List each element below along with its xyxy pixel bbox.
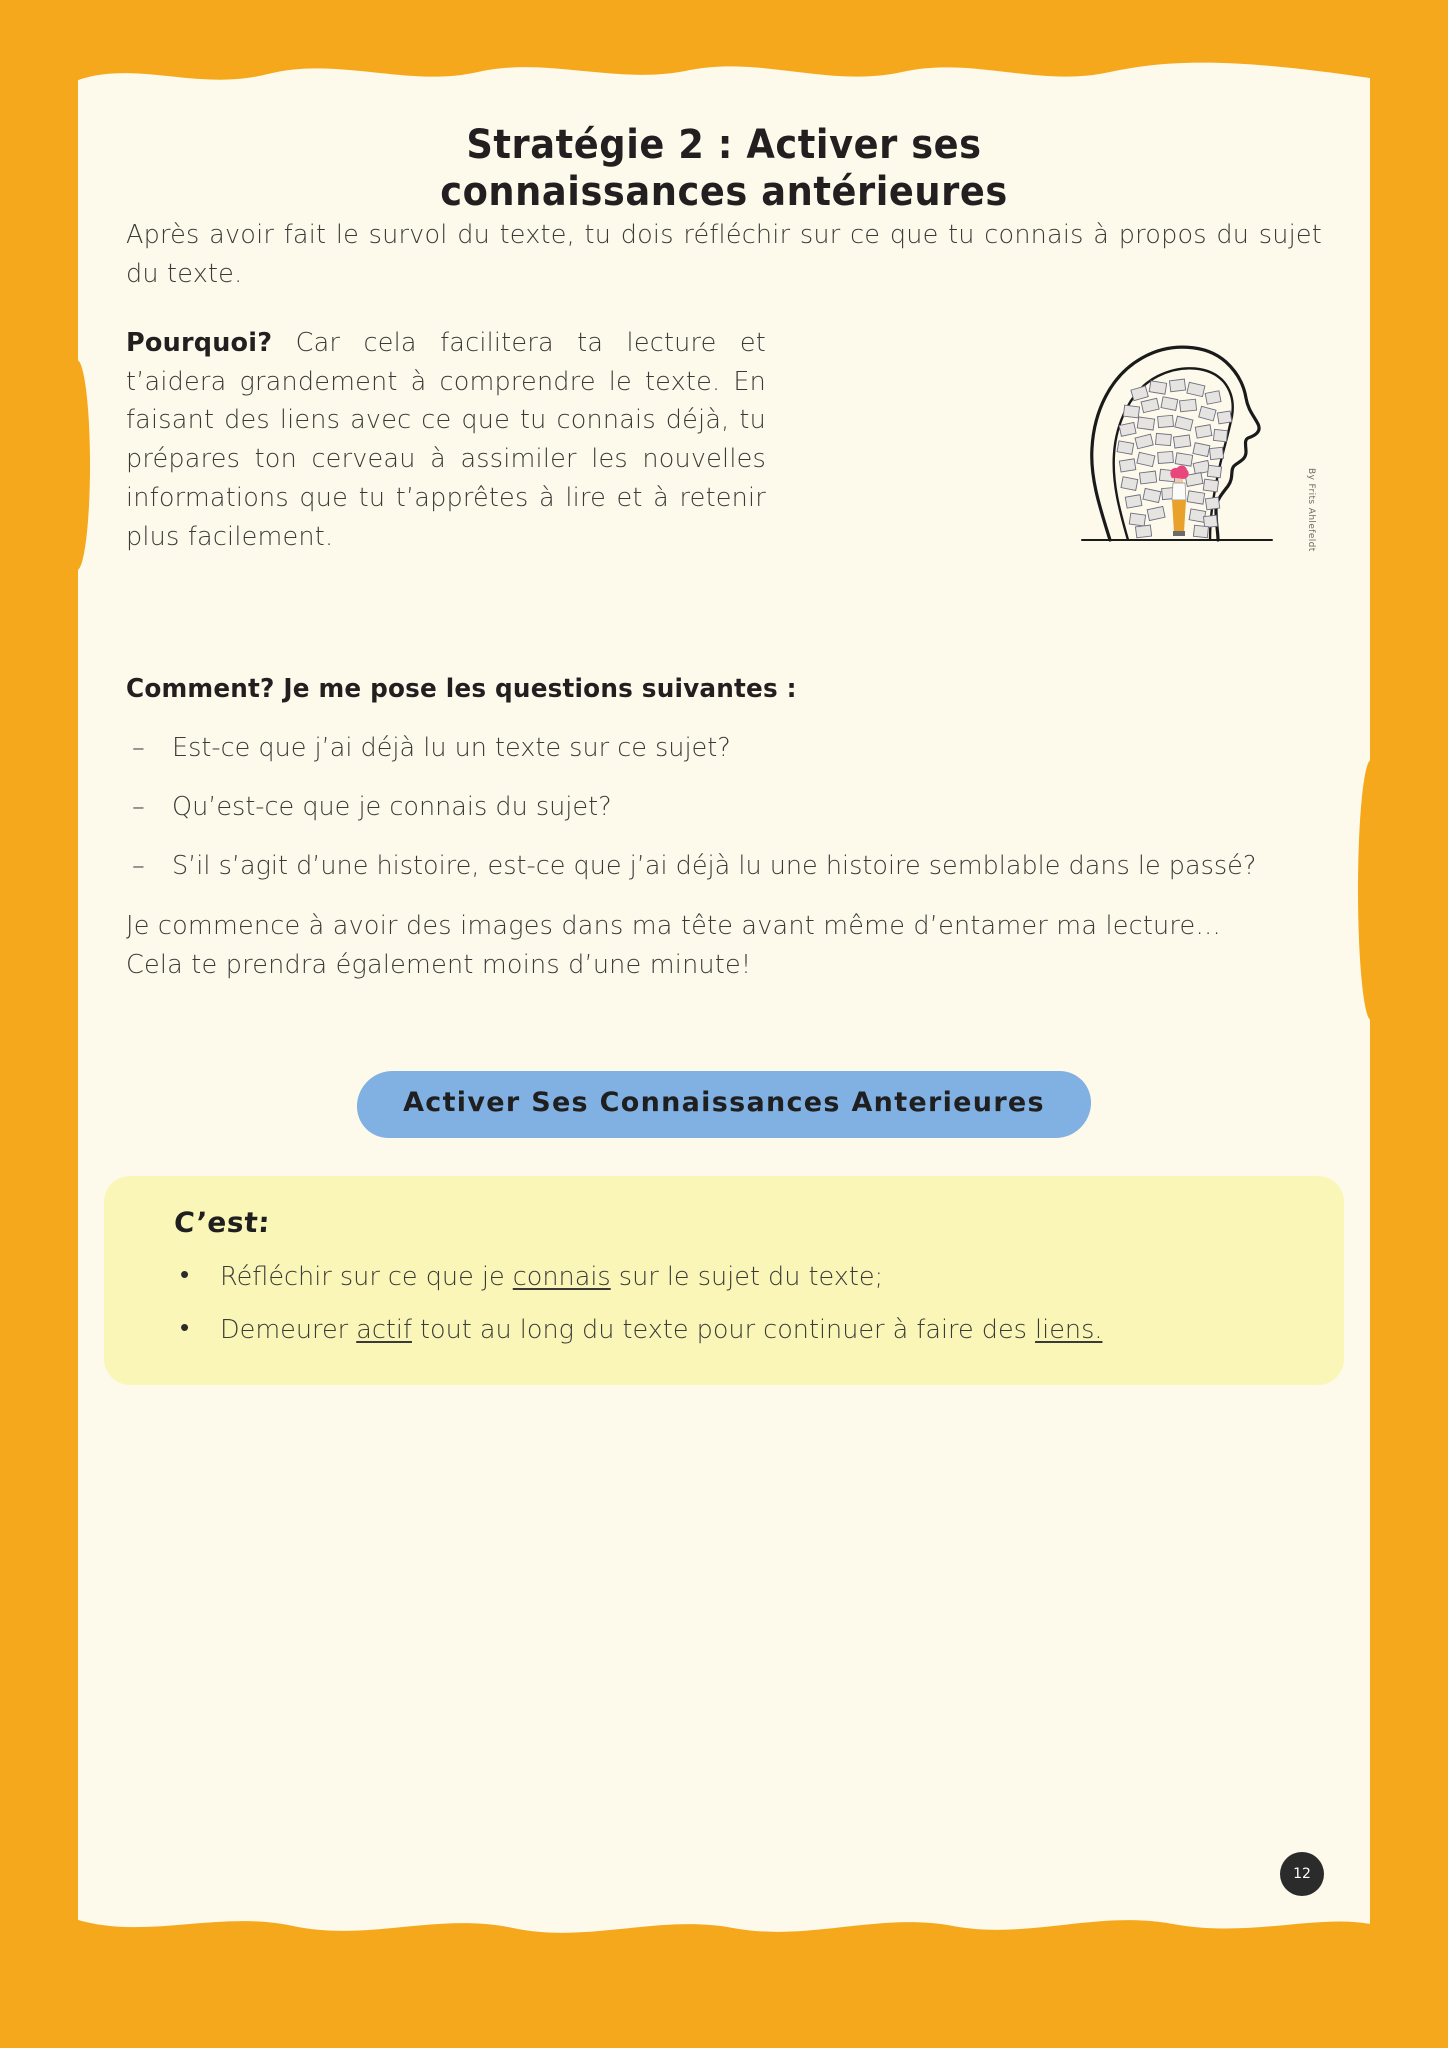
closing-paragraph-2: Cela te prendra également moins d’une minute! bbox=[126, 950, 752, 981]
page-content bbox=[78, 60, 1370, 1940]
callout-list bbox=[144, 1259, 1304, 1349]
body-column bbox=[78, 216, 1370, 1137]
question-list bbox=[126, 730, 1322, 885]
closing-paragraph-1: Je commence à avoir des images dans ma tête avant même d’entamer ma lecture… bbox=[126, 911, 1222, 942]
worksheet-page bbox=[78, 60, 1370, 1940]
why-paragraph bbox=[126, 324, 766, 557]
page-title-line-1: Stratégie 2 : Activer ses bbox=[466, 122, 982, 168]
callout-item-2-underlined: actif bbox=[356, 1314, 412, 1345]
why-label: Pourquoi? bbox=[126, 327, 273, 358]
page-title bbox=[130, 60, 1319, 216]
strategy-button-row bbox=[126, 1071, 1322, 1138]
callout-item-1-underlined: connais bbox=[512, 1261, 611, 1292]
how-heading: Comment? Je me pose les questions suivantes : bbox=[126, 674, 797, 705]
intro-paragraph: Après avoir fait le survol du texte, tu dois réfléchir sur ce que tu connais à propos du sujet du texte. bbox=[126, 220, 1322, 290]
callout-title: C’est: bbox=[172, 1205, 272, 1239]
callout-item-2-before: Demeurer bbox=[220, 1314, 357, 1345]
list-item: – S’il s’agit d’une histoire, est-ce que j’ai déjà lu une histoire semblable dans le passé? bbox=[126, 848, 1322, 885]
list-item bbox=[144, 1259, 1304, 1296]
why-section bbox=[126, 324, 1322, 557]
page-title-line-2: connaissances antérieures bbox=[440, 169, 1008, 216]
list-item: – Est-ce que j’ai déjà lu un texte sur ce sujet? bbox=[126, 730, 1322, 767]
why-text: Car cela facilitera ta lecture et t’aidera grandement à comprendre le texte. En faisant des liens avec ce que tu connais déjà, tu prépares ton cerveau à assimiler les nouvelles informations que tu t’apprêtes à lire et à retenir plus facilement. bbox=[126, 327, 766, 552]
callout-item-2-after: tout au long du texte pour continuer à faire des bbox=[411, 1314, 1036, 1345]
list-item bbox=[144, 1312, 1304, 1349]
callout-item-1-before: Réfléchir sur ce que je bbox=[220, 1261, 513, 1292]
list-item: – Qu’est-ce que je connais du sujet? bbox=[126, 789, 1322, 826]
cest-callout-box bbox=[104, 1176, 1344, 1385]
page-number-badge: 12 bbox=[1280, 1852, 1324, 1896]
callout-item-2-underlined-2: liens. bbox=[1035, 1314, 1103, 1345]
activer-connaissances-button[interactable] bbox=[355, 1071, 1092, 1138]
head-full-of-papers-illustration bbox=[1076, 328, 1316, 558]
tiny-person bbox=[1170, 465, 1188, 535]
callout-item-1-after: sur le sujet du texte; bbox=[610, 1261, 884, 1292]
illustration-credit: By Frits Ahlefeldt bbox=[1306, 468, 1316, 552]
activer-connaissances-button-label: Activer Ses Connaissances Anterieures bbox=[403, 1086, 1046, 1118]
